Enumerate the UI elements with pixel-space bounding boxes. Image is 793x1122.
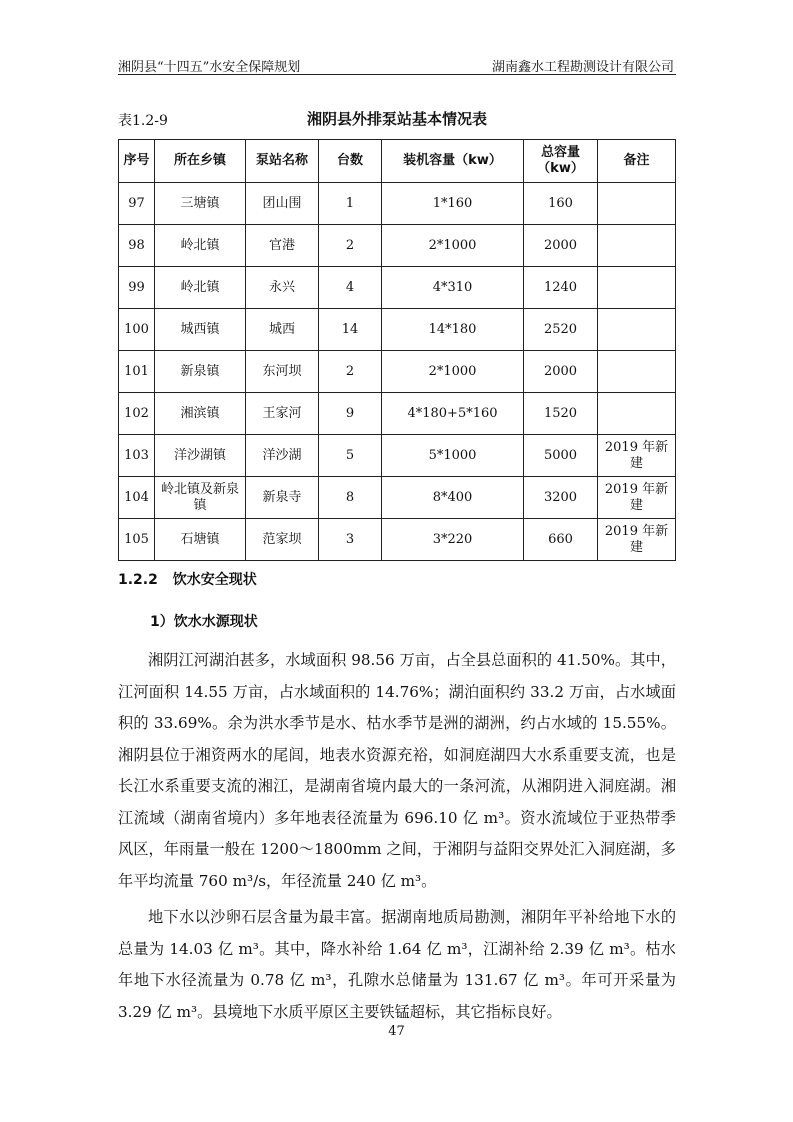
cell-township: 三塘镇 (155, 183, 246, 225)
cell-units: 2 (319, 225, 382, 267)
cell-station: 洋沙湖 (246, 435, 319, 477)
cell-remarks (598, 225, 676, 267)
table-number: 表1.2-9 (118, 113, 168, 129)
table-row (119, 351, 676, 393)
cell-installed-capacity: 8*400 (382, 477, 524, 519)
paragraph-surface-water: 湘阴江河湖泊甚多，水域面积 98.56 万亩，占全县总面积的 41.50%。其中，江河面积 14.55 万亩，占水域面积的 14.76%；湖泊面积约 33.2 万亩，占水域面积的 33.69%。余为洪水季节是水、枯水季节是洲的湖洲，约占水域的 15.55%。湘阴县位于湘资两水的尾闾，地表水资源充裕，如洞庭湖四大水系重要支流，也是长江水系重要支流的湘江，是湖南省境内最大的一条河流，从湘阴进入洞庭湖。湘江流域（湖南省境内）多年地表径流量为 696.10 亿 m³。资水流域位于亚热带季风区，年雨量一般在 1200～1800mm 之间，于湘阴与益阳交界处汇入洞庭湖，多年平均流量 760 m³/s，年径流量 240 亿 m³。 (118, 651, 676, 890)
cell-total-capacity: 1240 (524, 267, 598, 309)
cell-installed-capacity: 14*180 (382, 309, 524, 351)
col-header-units: 台数 (319, 140, 382, 183)
cell-total-capacity: 1520 (524, 393, 598, 435)
cell-installed-capacity: 3*220 (382, 519, 524, 561)
cell-index: 105 (119, 519, 155, 561)
cell-township: 岭北镇及新泉镇 (155, 477, 246, 519)
cell-township: 城西镇 (155, 309, 246, 351)
cell-total-capacity: 160 (524, 183, 598, 225)
cell-township: 石塘镇 (155, 519, 246, 561)
cell-index: 103 (119, 435, 155, 477)
cell-remarks (598, 183, 676, 225)
table-row (119, 435, 676, 477)
cell-remarks (598, 351, 676, 393)
cell-total-capacity: 660 (524, 519, 598, 561)
col-header-remarks: 备注 (598, 140, 676, 183)
subsection-heading: 1）饮水水源现状 (150, 614, 258, 630)
cell-station: 团山围 (246, 183, 319, 225)
cell-units: 5 (319, 435, 382, 477)
section-number: 1.2.2 (118, 572, 158, 588)
cell-total-capacity: 2520 (524, 309, 598, 351)
table-row (119, 225, 676, 267)
cell-installed-capacity: 1*160 (382, 183, 524, 225)
cell-township: 洋沙湖镇 (155, 435, 246, 477)
col-header-total-capacity: 总容量（kw） (524, 140, 598, 183)
pump-station-table (118, 139, 676, 561)
cell-units: 4 (319, 267, 382, 309)
cell-index: 101 (119, 351, 155, 393)
cell-station: 新泉寺 (246, 477, 319, 519)
cell-installed-capacity: 2*1000 (382, 351, 524, 393)
header-right-company: 湖南鑫水工程勘测设计有限公司 (491, 60, 674, 75)
cell-index: 100 (119, 309, 155, 351)
page-header (118, 52, 676, 75)
cell-units: 9 (319, 393, 382, 435)
cell-units: 2 (319, 351, 382, 393)
section-heading (118, 569, 257, 589)
cell-total-capacity: 2000 (524, 351, 598, 393)
col-header-installed-capacity: 装机容量（kw） (382, 140, 524, 183)
cell-remarks: 2019 年新建 (598, 477, 676, 519)
cell-station: 范家坝 (246, 519, 319, 561)
cell-installed-capacity: 5*1000 (382, 435, 524, 477)
page-number: 47 (388, 1024, 405, 1039)
table-row (119, 183, 676, 225)
cell-station: 官港 (246, 225, 319, 267)
section-title: 饮水安全现状 (172, 572, 257, 588)
table-row (119, 477, 676, 519)
cell-station: 王家河 (246, 393, 319, 435)
cell-remarks: 2019 年新建 (598, 435, 676, 477)
cell-index: 98 (119, 225, 155, 267)
cell-township: 岭北镇 (155, 225, 246, 267)
table-row (119, 519, 676, 561)
header-left-title: 湘阴县“十四五”水安全保障规划 (118, 60, 301, 75)
cell-total-capacity: 5000 (524, 435, 598, 477)
cell-total-capacity: 2000 (524, 225, 598, 267)
cell-installed-capacity: 2*1000 (382, 225, 524, 267)
table-row (119, 267, 676, 309)
cell-remarks (598, 309, 676, 351)
cell-index: 99 (119, 267, 155, 309)
table-caption (118, 108, 676, 130)
cell-township: 新泉镇 (155, 351, 246, 393)
table-row (119, 309, 676, 351)
cell-units: 8 (319, 477, 382, 519)
cell-total-capacity: 3200 (524, 477, 598, 519)
table-title: 湘阴县外排泵站基本情况表 (306, 110, 487, 128)
cell-units: 1 (319, 183, 382, 225)
table-header-row (119, 140, 676, 183)
cell-station: 城西 (246, 309, 319, 351)
cell-remarks: 2019 年新建 (598, 519, 676, 561)
cell-township: 岭北镇 (155, 267, 246, 309)
cell-index: 102 (119, 393, 155, 435)
cell-township: 湘滨镇 (155, 393, 246, 435)
cell-units: 14 (319, 309, 382, 351)
cell-remarks (598, 393, 676, 435)
cell-index: 97 (119, 183, 155, 225)
col-header-township: 所在乡镇 (155, 140, 246, 183)
cell-installed-capacity: 4*180+5*160 (382, 393, 524, 435)
table-row (119, 393, 676, 435)
cell-remarks (598, 267, 676, 309)
cell-index: 104 (119, 477, 155, 519)
paragraph-groundwater: 地下水以沙卵石层含量为最丰富。据湖南地质局勘测，湘阴年平补给地下水的总量为 14.03 亿 m³。其中，降水补给 1.64 亿 m³，江湖补给 2.39 亿 m³。枯水年地下水径流量为 0.78 亿 m³，孔隙水总储量为 131.67 亿 m³。年可开采量为 3.29 亿 m³。县境地下水质平原区主要铁锰超标，其它指标良好。 (118, 908, 676, 1021)
cell-station: 东河坝 (246, 351, 319, 393)
col-header-station: 泵站名称 (246, 140, 319, 183)
cell-installed-capacity: 4*310 (382, 267, 524, 309)
col-header-index: 序号 (119, 140, 155, 183)
cell-units: 3 (319, 519, 382, 561)
cell-station: 永兴 (246, 267, 319, 309)
